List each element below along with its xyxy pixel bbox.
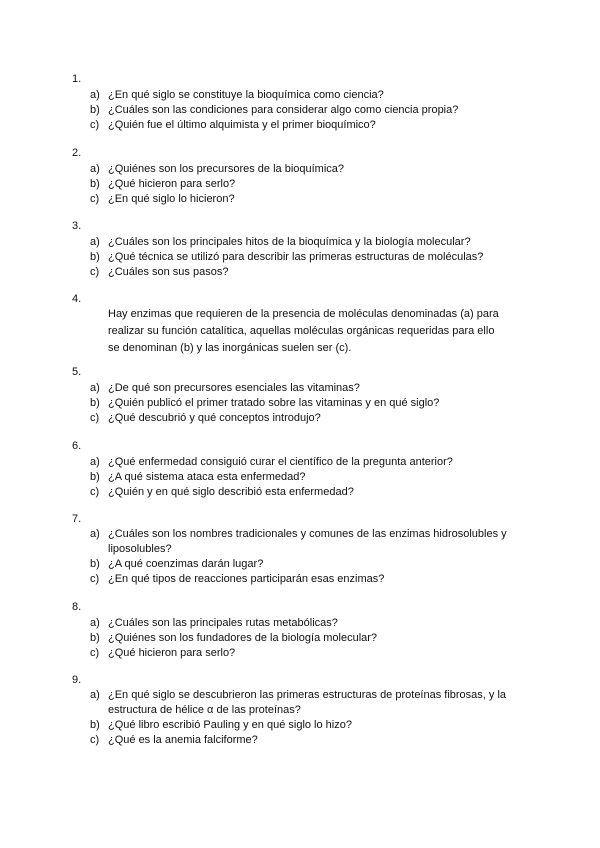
item-text: ¿Cuáles son las principales rutas metabólicas? [108,617,338,629]
item-text: ¿Qué libro escribió Pauling y en qué siglo lo hizo? [108,719,352,731]
item-text: ¿En qué tipos de reacciones participarán esas enzimas? [108,573,385,585]
item-text: ¿De qué son precursores esenciales las vitaminas? [108,382,360,394]
item-label: a) [90,382,100,394]
item-label: b) [90,251,100,263]
item-label: a) [90,236,100,248]
question-number: 3. [72,220,82,232]
item-text: ¿Quién y en qué siglo describió esta enfermedad? [108,486,354,498]
item-text: ¿En qué siglo se descubrieron las primeras estructuras de proteínas fibrosas, y la estructura de hélice α de las proteínas? [108,689,507,716]
item-label: b) [90,719,100,731]
question-number: 4. [72,293,82,305]
item-text: ¿Quiénes son los fundadores de la biología molecular? [108,632,378,644]
item-label: c) [90,119,100,131]
item-label: c) [90,266,100,278]
item-label: c) [90,412,100,424]
item-text: ¿En qué siglo lo hicieron? [108,193,235,205]
item-label: b) [90,178,100,190]
item-text: ¿Qué hicieron para serlo? [108,178,236,190]
item-text: ¿Cuáles son los principales hitos de la bioquímica y la biología molecular? [108,236,471,248]
item-label: b) [90,397,100,409]
question-number: 6. [72,440,82,452]
question-number: 1. [72,73,82,85]
item-label: a) [90,89,100,101]
item-text: ¿Cuáles son sus pasos? [108,266,229,278]
item-text: ¿Quién publicó el primer tratado sobre las vitaminas y en qué siglo? [108,397,440,409]
item-label: a) [90,689,100,701]
item-text: ¿Qué es la anemia falciforme? [108,734,258,746]
item-text: ¿En qué siglo se constituye la bioquímica como ciencia? [108,89,384,101]
item-label: a) [90,456,100,468]
item-label: a) [90,617,100,629]
item-text: ¿Qué técnica se utilizó para describir las primeras estructuras de moléculas? [108,251,484,263]
item-text: ¿Quiénes son los precursores de la bioquímica? [108,163,345,175]
item-label: c) [90,193,100,205]
question-number: 9. [72,674,82,686]
item-label: b) [90,104,100,116]
item-label: c) [90,573,100,585]
question-number: 5. [72,366,82,378]
item-text: ¿Cuáles son los nombres tradicionales y comunes de las enzimas hidrosolubles y liposolubles? [108,528,507,555]
item-text: ¿Qué hicieron para serlo? [108,647,236,659]
item-text: ¿Qué descubrió y qué conceptos introdujo? [108,412,321,424]
item-label: c) [90,647,100,659]
item-label: c) [90,734,100,746]
question-number: 8. [72,601,82,613]
item-label: b) [90,471,100,483]
paragraph: Hay enzimas que requieren de la presencia de moléculas denominadas (a) para realizar su función catalítica, aquellas moléculas orgánicas requeridas para ello se denominan (b) y las inorgánicas suelen ser (c). [108,308,499,354]
item-text: ¿A qué sistema ataca esta enfermedad? [108,471,306,483]
question-number: 7. [72,513,82,525]
item-text: ¿A qué coenzimas darán lugar? [108,558,264,570]
item-label: a) [90,163,100,175]
item-text: ¿Quién fue el último alquimista y el primer bioquímico? [108,119,376,131]
question-number: 2. [72,147,82,159]
item-label: b) [90,558,100,570]
item-label: c) [90,486,100,498]
item-label: a) [90,528,100,540]
item-text: ¿Cuáles son las condiciones para considerar algo como ciencia propia? [108,104,459,116]
item-text: ¿Qué enfermedad consiguió curar el científico de la pregunta anterior? [108,456,453,468]
item-label: b) [90,632,100,644]
